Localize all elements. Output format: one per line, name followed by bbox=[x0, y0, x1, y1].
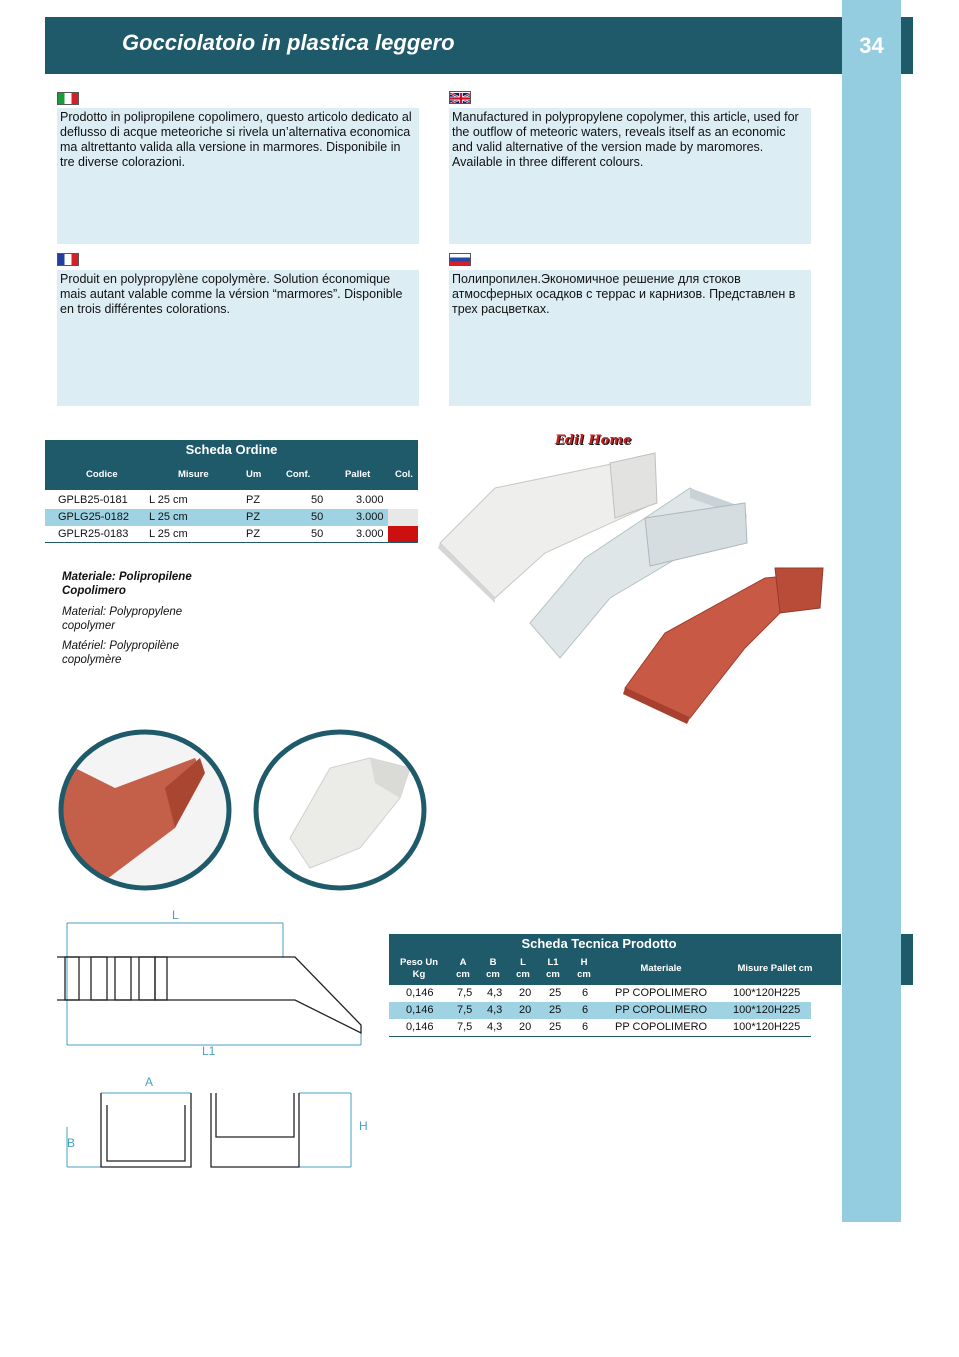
red-drip-tray-image bbox=[623, 568, 823, 724]
italian-flag-icon bbox=[57, 92, 79, 105]
cell-pallet: 3.000 bbox=[356, 528, 384, 540]
column-header: A cm bbox=[456, 957, 470, 980]
cell-pallet-size: 100*120H225 bbox=[733, 1004, 801, 1016]
column-header: Misure Pallet cm bbox=[737, 963, 813, 974]
page-number: 34 bbox=[842, 17, 901, 74]
column-header: Peso Un Kg bbox=[399, 957, 438, 980]
dimension-label-a: A bbox=[145, 1075, 154, 1089]
cell-code: GPLB25-0181 bbox=[58, 494, 128, 506]
column-header: Um bbox=[246, 469, 262, 480]
cell-unit: PZ bbox=[246, 511, 261, 523]
column-header: B cm bbox=[486, 957, 500, 980]
table-row bbox=[45, 492, 418, 509]
cell-a: 7,5 bbox=[457, 987, 473, 999]
table-row bbox=[389, 1002, 811, 1019]
cell-b: 4,3 bbox=[487, 987, 503, 999]
description-russian: Полипропилен.Экономичное решение для стоков атмосферных осадков с террас и карнизов. Представлен в трех расцветках. bbox=[449, 270, 811, 406]
cell-b: 4,3 bbox=[487, 1004, 503, 1016]
tech-table-title: Scheda Tecnica Prodotto bbox=[521, 936, 677, 951]
uk-flag-icon bbox=[449, 91, 471, 104]
cell-material: PP COPOLIMERO bbox=[615, 1004, 708, 1016]
dimension-label-b: B bbox=[67, 1136, 76, 1150]
description-french: Produit en polypropylène copolymère. Solution économique mais autant valable comme la vérsion “marmores”. Disponible en trois différentes colorations. bbox=[57, 270, 419, 406]
dimension-label-l1: L1 bbox=[202, 1044, 216, 1058]
cell-b: 4,3 bbox=[487, 1021, 503, 1033]
cell-conf: 50 bbox=[311, 511, 324, 523]
column-header: Pallet bbox=[345, 469, 371, 480]
color-swatch-white bbox=[388, 492, 418, 509]
cell-a: 7,5 bbox=[457, 1021, 473, 1033]
column-header: L1 cm bbox=[546, 957, 560, 980]
material-french: Matériel: Polypropilène copolymère bbox=[62, 640, 179, 666]
cell-unit: PZ bbox=[246, 494, 261, 506]
column-header: Conf. bbox=[286, 469, 311, 480]
dimension-label-l: L bbox=[172, 908, 179, 922]
table-row bbox=[45, 526, 418, 543]
page-title: Gocciolatoio in plastica leggero bbox=[122, 30, 455, 55]
technical-drawing bbox=[55, 905, 375, 1175]
brand-logo: Edil Home bbox=[555, 433, 632, 448]
cell-weight: 0,146 bbox=[406, 1021, 434, 1033]
cell-l: 20 bbox=[519, 987, 532, 999]
order-table-bottom-rule bbox=[45, 542, 418, 543]
cell-h: 6 bbox=[582, 1004, 589, 1016]
cell-code: GPLG25-0182 bbox=[58, 511, 129, 523]
russian-flag-icon bbox=[449, 253, 471, 266]
cell-h: 6 bbox=[582, 1021, 589, 1033]
cell-code: GPLR25-0183 bbox=[58, 528, 129, 540]
cell-conf: 50 bbox=[311, 494, 324, 506]
tech-header-edge bbox=[901, 934, 913, 985]
cell-unit: PZ bbox=[246, 528, 261, 540]
cell-material: PP COPOLIMERO bbox=[615, 1021, 708, 1033]
material-italian: Materiale: Polipropilene Copolimero bbox=[62, 571, 192, 597]
cell-a: 7,5 bbox=[457, 1004, 473, 1016]
cell-pallet-size: 100*120H225 bbox=[733, 1021, 801, 1033]
cell-pallet: 3.000 bbox=[356, 511, 384, 523]
side-bar bbox=[842, 0, 901, 1222]
cell-l: 20 bbox=[519, 1021, 532, 1033]
cell-l: 20 bbox=[519, 1004, 532, 1016]
column-header: L cm bbox=[516, 957, 530, 980]
order-table-title: Scheda Ordine bbox=[185, 442, 278, 457]
title-bar-edge bbox=[901, 17, 913, 74]
french-flag-icon bbox=[57, 253, 79, 266]
cell-weight: 0,146 bbox=[406, 1004, 434, 1016]
detail-image-red bbox=[55, 728, 235, 893]
dimension-label-h: H bbox=[359, 1119, 368, 1133]
description-italian: Prodotto in polipropilene copolimero, questo articolo dedicato al deflusso di acque meteoriche si rivela un’alternativa economica ma altrettanto valida alla versione in marmores. Disponibile in tre diverse colorazioni. bbox=[57, 108, 419, 244]
column-header: Materiale bbox=[640, 963, 682, 974]
cell-l1: 25 bbox=[549, 987, 562, 999]
product-image-group bbox=[435, 448, 835, 728]
material-english: Material: Polypropylene copolymer bbox=[62, 606, 183, 632]
cell-l1: 25 bbox=[549, 1021, 562, 1033]
description-english: Manufactured in polypropylene copolymer, this article, used for the outflow of meteoric waters, reveals itself as an economic and valid alternative of the version made by maromores. Available in three different colours. bbox=[449, 108, 811, 244]
column-header: Misure bbox=[178, 469, 209, 480]
cell-pallet: 3.000 bbox=[356, 494, 384, 506]
column-header: Codice bbox=[86, 469, 118, 480]
cell-pallet-size: 100*120H225 bbox=[733, 987, 801, 999]
cell-size: L 25 cm bbox=[149, 494, 188, 506]
cell-l1: 25 bbox=[549, 1004, 562, 1016]
table-row bbox=[389, 985, 811, 1002]
table-row bbox=[389, 1019, 811, 1036]
tech-table-header bbox=[389, 934, 841, 985]
cell-size: L 25 cm bbox=[149, 511, 188, 523]
cell-size: L 25 cm bbox=[149, 528, 188, 540]
cell-weight: 0,146 bbox=[406, 987, 434, 999]
detail-image-white bbox=[250, 728, 430, 893]
color-swatch-red bbox=[388, 526, 418, 543]
cell-h: 6 bbox=[582, 987, 589, 999]
cell-conf: 50 bbox=[311, 528, 324, 540]
column-header: H cm bbox=[577, 957, 591, 980]
table-row bbox=[45, 509, 418, 526]
cell-material: PP COPOLIMERO bbox=[615, 987, 708, 999]
order-table-header bbox=[45, 440, 418, 490]
color-swatch-grey bbox=[388, 509, 418, 526]
column-header: Col. bbox=[395, 469, 413, 480]
tech-table-bottom-rule bbox=[389, 1036, 811, 1037]
